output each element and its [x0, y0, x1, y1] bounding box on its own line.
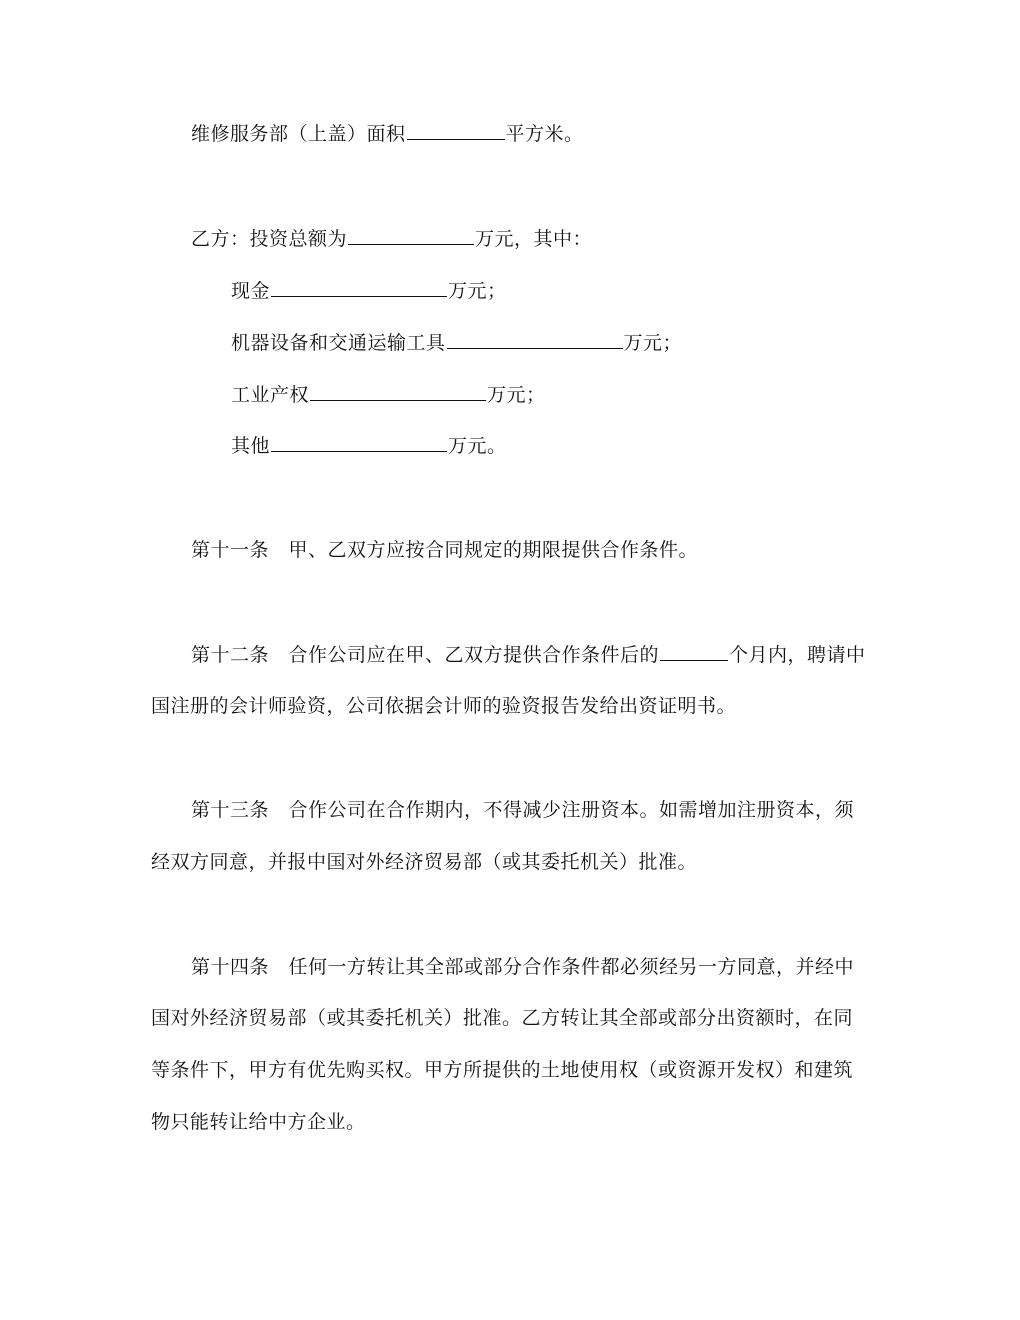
cash-blank[interactable] — [271, 278, 447, 297]
article-14-line-4: 物只能转让给中方企业。 — [151, 1111, 366, 1133]
article-12-text-b: 个月内，聘请中 — [729, 644, 866, 666]
cash-label: 现金 — [231, 280, 271, 302]
article-12-line-2: 国注册的会计师验资，公司依据会计师的验资报告发给出资证明书。 — [151, 695, 737, 717]
industrial-property-unit: 万元； — [487, 384, 546, 406]
repair-dept-area-unit: 平方米。 — [505, 123, 584, 145]
article-14-line-3: 等条件下，甲方有优先购买权。甲方所提供的土地使用权（或资源开发权）和建筑 — [151, 1059, 854, 1081]
article-12-months-blank[interactable] — [660, 642, 728, 661]
article-13-line-1: 第十三条 合作公司在合作期内，不得减少注册资本。如需增加注册资本，须 — [191, 799, 855, 821]
article-11: 第十一条 甲、乙双方应按合同规定的期限提供合作条件。 — [191, 539, 699, 561]
machinery-blank[interactable] — [447, 330, 623, 349]
party-b-investment-label: 乙方：投资总额为 — [191, 228, 348, 250]
other-label: 其他 — [231, 435, 271, 457]
cash-line — [231, 278, 507, 303]
other-line — [231, 433, 507, 458]
repair-dept-area-blank[interactable] — [407, 121, 505, 140]
other-unit: 万元。 — [448, 435, 507, 457]
article-12-line-1 — [191, 642, 866, 667]
article-13-line-2: 经双方同意，并报中国对外经济贸易部（或其委托机关）批准。 — [151, 851, 698, 873]
other-blank[interactable] — [271, 433, 447, 452]
article-14-line-2: 国对外经济贸易部（或其委托机关）批准。乙方转让其全部或部分出资额时，在同 — [151, 1007, 854, 1029]
repair-dept-area-line — [191, 121, 584, 146]
party-b-investment-blank[interactable] — [348, 226, 474, 245]
party-b-investment-unit: 万元，其中： — [475, 228, 593, 250]
industrial-property-label: 工业产权 — [231, 384, 310, 406]
repair-dept-area-label: 维修服务部（上盖）面积 — [191, 123, 406, 145]
article-14-line-1: 第十四条 任何一方转让其全部或部分合作条件都必须经另一方同意，并经中 — [191, 956, 855, 978]
industrial-property-blank[interactable] — [310, 382, 486, 401]
machinery-line — [231, 330, 682, 355]
cash-unit: 万元； — [448, 280, 507, 302]
party-b-investment-line — [191, 226, 592, 251]
article-12-text-a: 第十二条 合作公司应在甲、乙双方提供合作条件后的 — [191, 644, 660, 666]
machinery-unit: 万元； — [623, 332, 683, 354]
machinery-label: 机器设备和交通运输工具 — [231, 332, 446, 354]
industrial-property-line — [231, 382, 546, 407]
